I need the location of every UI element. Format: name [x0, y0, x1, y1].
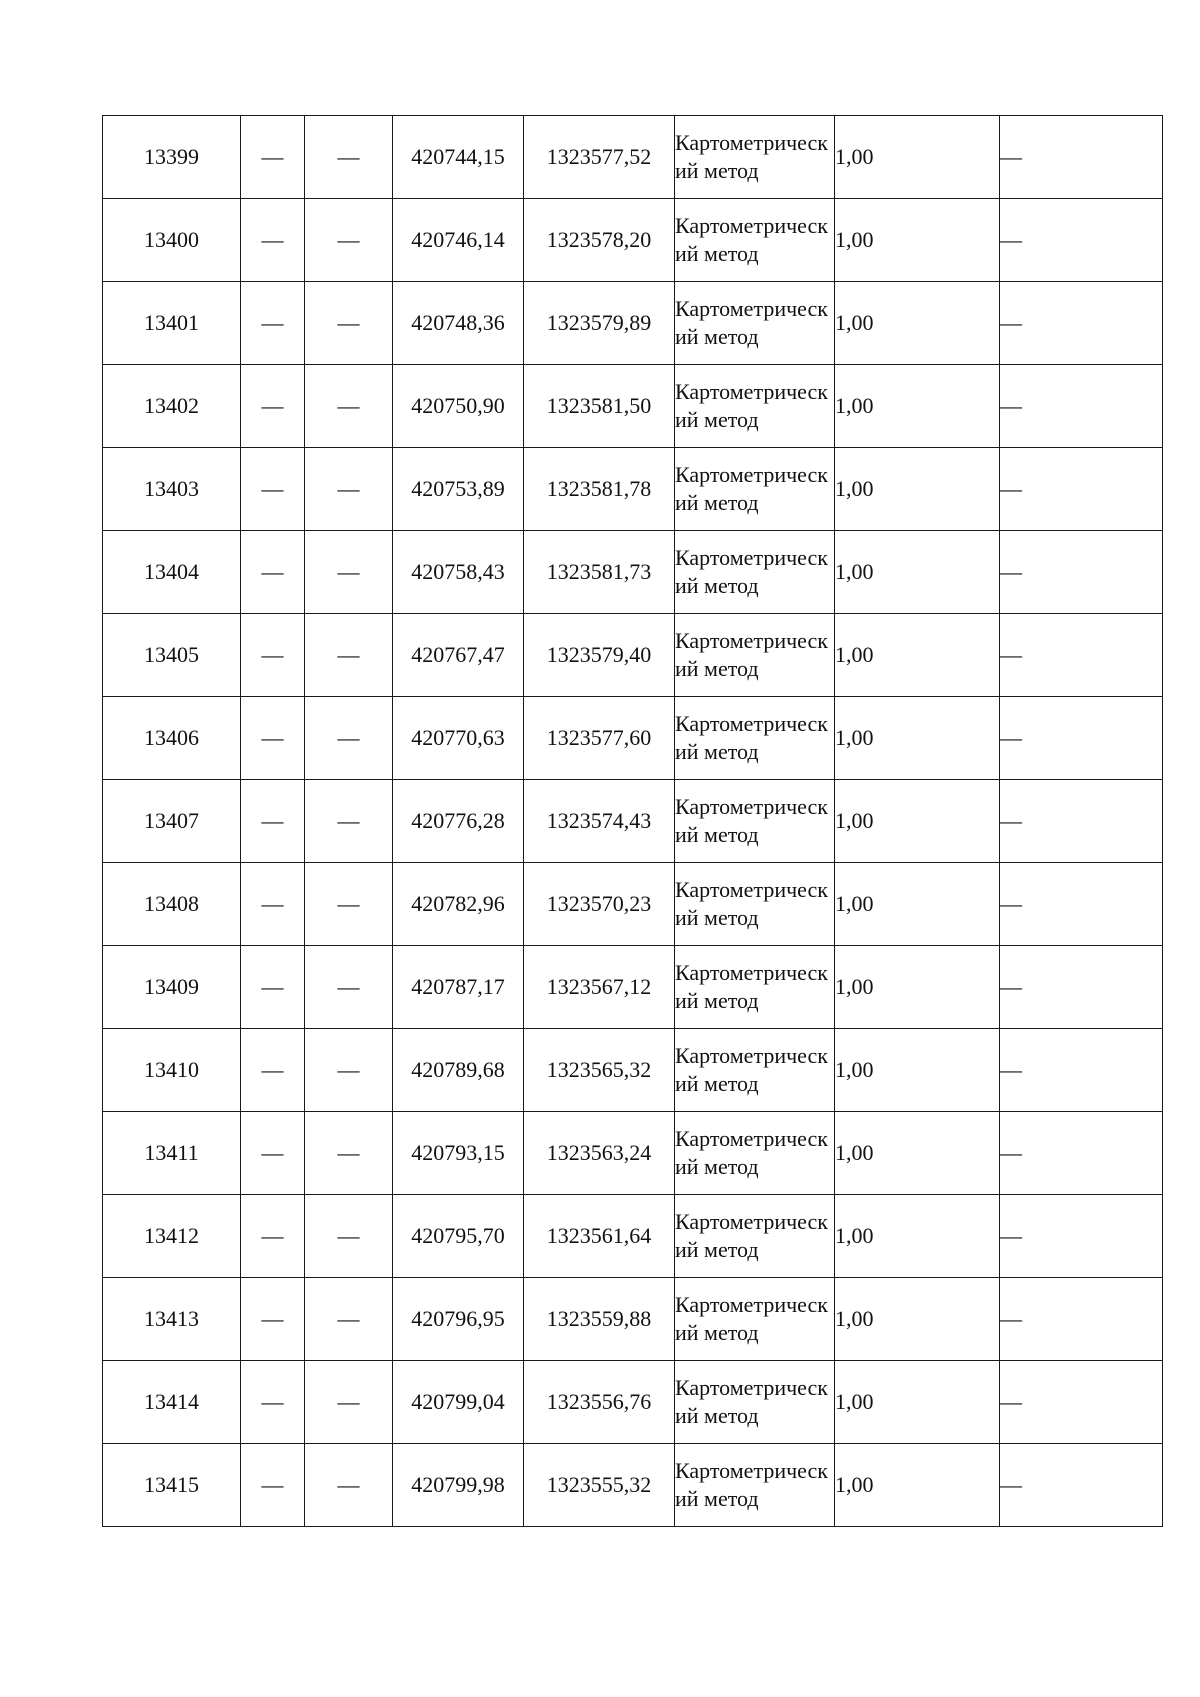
- method-cell: Картометрический метод: [675, 1361, 835, 1444]
- y-coordinate-cell: 1323581,78: [524, 448, 675, 531]
- empty-value-cell: —: [241, 1112, 305, 1195]
- empty-value-cell: —: [241, 448, 305, 531]
- y-coordinate-cell: 1323556,76: [524, 1361, 675, 1444]
- point-number-cell: 13414: [103, 1361, 241, 1444]
- method-cell: Картометрический метод: [675, 1278, 835, 1361]
- description-cell: —: [1000, 365, 1163, 448]
- y-coordinate-cell: 1323579,40: [524, 614, 675, 697]
- description-cell: —: [1000, 1278, 1163, 1361]
- table-row: [103, 531, 1163, 614]
- y-coordinate-cell: 1323578,20: [524, 199, 675, 282]
- x-coordinate-cell: 420776,28: [393, 780, 524, 863]
- method-cell: Картометрический метод: [675, 1195, 835, 1278]
- x-coordinate-cell: 420753,89: [393, 448, 524, 531]
- point-number-cell: 13410: [103, 1029, 241, 1112]
- table-row: [103, 448, 1163, 531]
- accuracy-cell: 1,00: [835, 1444, 1000, 1527]
- x-coordinate-cell: 420758,43: [393, 531, 524, 614]
- accuracy-cell: 1,00: [835, 780, 1000, 863]
- method-cell: Картометрический метод: [675, 531, 835, 614]
- description-cell: —: [1000, 780, 1163, 863]
- empty-value-cell: —: [241, 946, 305, 1029]
- point-number-cell: 13403: [103, 448, 241, 531]
- description-cell: —: [1000, 1112, 1163, 1195]
- accuracy-cell: 1,00: [835, 946, 1000, 1029]
- y-coordinate-cell: 1323581,73: [524, 531, 675, 614]
- empty-value-cell: —: [241, 1361, 305, 1444]
- accuracy-cell: 1,00: [835, 365, 1000, 448]
- description-cell: —: [1000, 199, 1163, 282]
- accuracy-cell: 1,00: [835, 1029, 1000, 1112]
- empty-value-cell: —: [241, 1029, 305, 1112]
- empty-value-cell: —: [305, 1112, 393, 1195]
- table-row: [103, 1195, 1163, 1278]
- y-coordinate-cell: 1323563,24: [524, 1112, 675, 1195]
- x-coordinate-cell: 420795,70: [393, 1195, 524, 1278]
- empty-value-cell: —: [305, 116, 393, 199]
- x-coordinate-cell: 420744,15: [393, 116, 524, 199]
- x-coordinate-cell: 420767,47: [393, 614, 524, 697]
- accuracy-cell: 1,00: [835, 1278, 1000, 1361]
- point-number-cell: 13413: [103, 1278, 241, 1361]
- point-number-cell: 13404: [103, 531, 241, 614]
- point-number-cell: 13402: [103, 365, 241, 448]
- accuracy-cell: 1,00: [835, 531, 1000, 614]
- accuracy-cell: 1,00: [835, 614, 1000, 697]
- empty-value-cell: —: [305, 1029, 393, 1112]
- method-cell: Картометрический метод: [675, 780, 835, 863]
- point-number-cell: 13400: [103, 199, 241, 282]
- table-row: [103, 116, 1163, 199]
- method-cell: Картометрический метод: [675, 863, 835, 946]
- empty-value-cell: —: [241, 697, 305, 780]
- accuracy-cell: 1,00: [835, 863, 1000, 946]
- description-cell: —: [1000, 116, 1163, 199]
- description-cell: —: [1000, 697, 1163, 780]
- point-number-cell: 13408: [103, 863, 241, 946]
- accuracy-cell: 1,00: [835, 1112, 1000, 1195]
- x-coordinate-cell: 420799,98: [393, 1444, 524, 1527]
- empty-value-cell: —: [305, 780, 393, 863]
- y-coordinate-cell: 1323570,23: [524, 863, 675, 946]
- empty-value-cell: —: [305, 614, 393, 697]
- method-cell: Картометрический метод: [675, 365, 835, 448]
- description-cell: —: [1000, 282, 1163, 365]
- description-cell: —: [1000, 1195, 1163, 1278]
- method-cell: Картометрический метод: [675, 697, 835, 780]
- empty-value-cell: —: [241, 863, 305, 946]
- table-row: [103, 946, 1163, 1029]
- description-cell: —: [1000, 863, 1163, 946]
- empty-value-cell: —: [305, 448, 393, 531]
- y-coordinate-cell: 1323555,32: [524, 1444, 675, 1527]
- accuracy-cell: 1,00: [835, 448, 1000, 531]
- method-cell: Картометрический метод: [675, 116, 835, 199]
- empty-value-cell: —: [305, 1444, 393, 1527]
- point-number-cell: 13405: [103, 614, 241, 697]
- y-coordinate-cell: 1323579,89: [524, 282, 675, 365]
- x-coordinate-cell: 420782,96: [393, 863, 524, 946]
- point-number-cell: 13399: [103, 116, 241, 199]
- table-row: [103, 780, 1163, 863]
- y-coordinate-cell: 1323577,52: [524, 116, 675, 199]
- table-row: [103, 365, 1163, 448]
- description-cell: —: [1000, 946, 1163, 1029]
- table-row: [103, 1112, 1163, 1195]
- empty-value-cell: —: [241, 199, 305, 282]
- accuracy-cell: 1,00: [835, 116, 1000, 199]
- empty-value-cell: —: [305, 946, 393, 1029]
- coordinates-table: [102, 115, 1163, 1527]
- coordinates-table-body: [103, 116, 1163, 1527]
- y-coordinate-cell: 1323577,60: [524, 697, 675, 780]
- description-cell: —: [1000, 1444, 1163, 1527]
- empty-value-cell: —: [241, 116, 305, 199]
- x-coordinate-cell: 420799,04: [393, 1361, 524, 1444]
- point-number-cell: 13415: [103, 1444, 241, 1527]
- method-cell: Картометрический метод: [675, 1112, 835, 1195]
- empty-value-cell: —: [241, 614, 305, 697]
- method-cell: Картометрический метод: [675, 946, 835, 1029]
- empty-value-cell: —: [241, 1278, 305, 1361]
- y-coordinate-cell: 1323581,50: [524, 365, 675, 448]
- method-cell: Картометрический метод: [675, 199, 835, 282]
- description-cell: —: [1000, 1029, 1163, 1112]
- x-coordinate-cell: 420748,36: [393, 282, 524, 365]
- empty-value-cell: —: [241, 1444, 305, 1527]
- table-row: [103, 863, 1163, 946]
- table-row: [103, 1361, 1163, 1444]
- table-row: [103, 282, 1163, 365]
- point-number-cell: 13411: [103, 1112, 241, 1195]
- empty-value-cell: —: [241, 1195, 305, 1278]
- empty-value-cell: —: [305, 863, 393, 946]
- x-coordinate-cell: 420746,14: [393, 199, 524, 282]
- empty-value-cell: —: [305, 531, 393, 614]
- point-number-cell: 13409: [103, 946, 241, 1029]
- description-cell: —: [1000, 614, 1163, 697]
- empty-value-cell: —: [305, 697, 393, 780]
- table-row: [103, 1444, 1163, 1527]
- point-number-cell: 13406: [103, 697, 241, 780]
- description-cell: —: [1000, 448, 1163, 531]
- empty-value-cell: —: [305, 365, 393, 448]
- x-coordinate-cell: 420789,68: [393, 1029, 524, 1112]
- y-coordinate-cell: 1323567,12: [524, 946, 675, 1029]
- point-number-cell: 13412: [103, 1195, 241, 1278]
- y-coordinate-cell: 1323574,43: [524, 780, 675, 863]
- table-row: [103, 1278, 1163, 1361]
- method-cell: Картометрический метод: [675, 614, 835, 697]
- table-row: [103, 1029, 1163, 1112]
- y-coordinate-cell: 1323561,64: [524, 1195, 675, 1278]
- x-coordinate-cell: 420750,90: [393, 365, 524, 448]
- table-row: [103, 199, 1163, 282]
- description-cell: —: [1000, 531, 1163, 614]
- method-cell: Картометрический метод: [675, 1444, 835, 1527]
- empty-value-cell: —: [241, 780, 305, 863]
- accuracy-cell: 1,00: [835, 199, 1000, 282]
- method-cell: Картометрический метод: [675, 448, 835, 531]
- x-coordinate-cell: 420793,15: [393, 1112, 524, 1195]
- method-cell: Картометрический метод: [675, 282, 835, 365]
- table-row: [103, 614, 1163, 697]
- method-cell: Картометрический метод: [675, 1029, 835, 1112]
- accuracy-cell: 1,00: [835, 1361, 1000, 1444]
- point-number-cell: 13407: [103, 780, 241, 863]
- y-coordinate-cell: 1323565,32: [524, 1029, 675, 1112]
- empty-value-cell: —: [305, 199, 393, 282]
- y-coordinate-cell: 1323559,88: [524, 1278, 675, 1361]
- empty-value-cell: —: [305, 282, 393, 365]
- accuracy-cell: 1,00: [835, 1195, 1000, 1278]
- table-row: [103, 697, 1163, 780]
- x-coordinate-cell: 420796,95: [393, 1278, 524, 1361]
- accuracy-cell: 1,00: [835, 282, 1000, 365]
- empty-value-cell: —: [241, 365, 305, 448]
- description-cell: —: [1000, 1361, 1163, 1444]
- x-coordinate-cell: 420770,63: [393, 697, 524, 780]
- x-coordinate-cell: 420787,17: [393, 946, 524, 1029]
- point-number-cell: 13401: [103, 282, 241, 365]
- empty-value-cell: —: [305, 1361, 393, 1444]
- accuracy-cell: 1,00: [835, 697, 1000, 780]
- empty-value-cell: —: [305, 1278, 393, 1361]
- empty-value-cell: —: [241, 531, 305, 614]
- empty-value-cell: —: [305, 1195, 393, 1278]
- empty-value-cell: —: [241, 282, 305, 365]
